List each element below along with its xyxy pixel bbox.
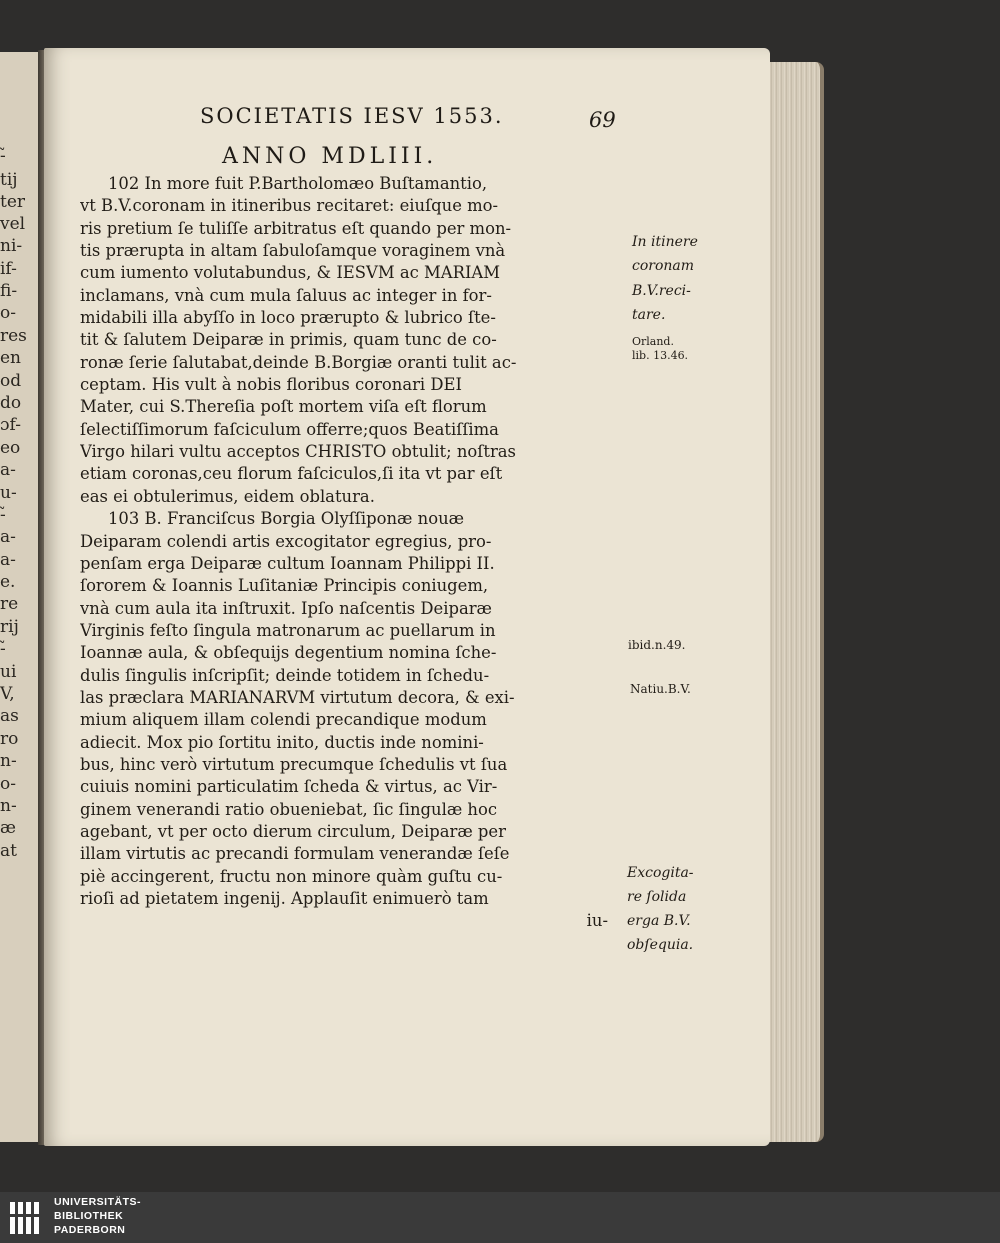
text-line: agebant, vt per octo dierum circulum, Deiparæ per — [80, 821, 506, 841]
margin-note: In itinere — [632, 234, 698, 250]
margin-note: obſequia. — [627, 937, 694, 953]
left-page-fragment: vel — [0, 214, 26, 234]
text-line: bus, hinc verò virtutum precumque ſchedulis vt ſua — [80, 754, 508, 774]
left-page-fragment: ter — [0, 192, 26, 212]
text-line: eas ei obtulerimus, eidem oblatura. — [80, 486, 375, 506]
left-page-fragment: a- — [0, 460, 16, 480]
left-page-fragment: a- — [0, 527, 16, 547]
page-number: 69 — [589, 108, 616, 132]
left-page-fragment: fi- — [0, 281, 18, 301]
left-page-fragment: if- — [0, 259, 17, 279]
margin-note: re ſolida — [627, 889, 687, 905]
left-page-fragment: e. — [0, 572, 16, 592]
library-logo-icon — [8, 1200, 46, 1236]
left-page-fragment: o- — [0, 303, 16, 323]
left-page-fragment: res — [0, 326, 27, 346]
text-line: ginem venerandi ratio obueniebat, ſic ſingulæ hoc — [80, 799, 498, 819]
text-line: mium aliquem illam colendi precandique modum — [80, 710, 487, 730]
text-line: piè accingerent, fructu non minore quàm guſtu cu- — [80, 866, 503, 886]
text-line: etiam coronas,ceu florum faſciculos,ſi ita vt par eſt — [80, 464, 503, 484]
left-page-fragment: n- — [0, 751, 17, 771]
left-page-fragment: eo — [0, 438, 21, 458]
text-line: ſororem & Ioannis Luſitaniæ Principis coniugem, — [80, 576, 489, 596]
text-line: inclamans, vnà cum mula ſaluus ac integer in for- — [80, 285, 492, 305]
left-page-fragment: rij — [0, 617, 19, 637]
left-page-fragment: en — [0, 348, 22, 368]
margin-note: Natiu.B.V. — [630, 682, 691, 696]
left-page-edge — [0, 52, 41, 1142]
left-page-fragment: æ — [0, 818, 16, 838]
text-line: tit & ſalutem Deiparæ in primis, quam tunc de co- — [80, 330, 497, 350]
text-line: Virginis feſto ſingula matronarum ac puellarum in — [80, 620, 496, 640]
left-page-fragment: at — [0, 841, 17, 861]
logo-text-line-1: UNIVERSITÄTS- — [54, 1196, 142, 1208]
margin-note: coronam — [632, 258, 695, 274]
margin-note: lib. 13.46. — [632, 349, 689, 362]
text-line: Virgo hilari vultu acceptos CHRISTO obtulit; noſtras — [80, 442, 516, 462]
margin-note: ibid.n.49. — [628, 638, 686, 652]
text-line: las præclara MARIANARVM virtutum decora, & exi- — [80, 687, 515, 707]
text-line: vnà cum aula ita inſtruxit. Ipſo naſcentis Deiparæ — [80, 598, 492, 618]
text-line: midabili illa abyſſo in loco prærupto & lubrico ſte- — [80, 308, 496, 328]
left-page-fragment: n- — [0, 796, 17, 816]
text-line: cuiuis nomini particulatim ſcheda & virtus, ac Vir- — [80, 777, 498, 797]
left-page-fragment: do — [0, 393, 22, 413]
text-line: Mater, cui S.Thereſia poſt mortem viſa eſt florum — [80, 397, 487, 417]
left-page-fragment: tij — [0, 170, 18, 190]
text-line: 102 In more fuit P.Bartholomæo Buſtamantio, — [108, 174, 488, 193]
text-line: adiecit. Mox pio ſortitu inito, ductis inde nomini- — [80, 732, 484, 752]
left-page-fragment: o- — [0, 774, 16, 794]
text-line: Ioannæ aula, & obſequijs degentium nomina ſche- — [80, 643, 497, 663]
margin-note: Orland. — [632, 335, 674, 348]
text-line: ronæ ſerie ſalutabat,deinde B.Borgiæ oranti tulit ac- — [80, 352, 517, 372]
text-line: tis prærupta in altam ſabuloſamque voraginem vnà — [80, 241, 506, 261]
text-line: ceptam. His vult à nobis floribus coronari DEI — [80, 375, 462, 395]
left-page-fragment: a- — [0, 550, 16, 570]
margin-note: tare. — [632, 307, 666, 323]
left-page-fragment: re — [0, 594, 19, 614]
body-text — [80, 173, 628, 933]
text-line: ris pretium ſe tuliſſe arbitratus eſt quando per mon- — [80, 218, 512, 238]
text-line: cum iumento volutabundus, & IESVM ac MARIAM — [80, 263, 501, 283]
logo-text-line-2: BIBLIOTHEK — [54, 1210, 124, 1222]
left-page-fragment: ɔf- — [0, 415, 21, 435]
running-head: SOCIETATIS IESV 1553. — [200, 104, 504, 128]
left-page-fragment: as — [0, 706, 19, 726]
text-line: Deiparam colendi artis excogitator egregius, pro- — [80, 531, 492, 551]
logo-text-line-3: PADERBORN — [54, 1224, 126, 1236]
text-line: vt B.V.coronam in itineribus recitaret: eiuſque mo- — [80, 196, 499, 216]
text-line: penſam erga Deiparæ cultum Ioannam Philippi II. — [80, 553, 495, 573]
margin-note: erga B.V. — [627, 913, 691, 929]
text-line: 103 B. Franciſcus Borgia Olyſſiponæ nouæ — [108, 509, 465, 529]
left-page-fragment: -̃ — [0, 146, 6, 166]
left-page-fragment: -̃ — [0, 639, 6, 659]
text-line: illam virtutis ac precandi formulam venerandæ ſeſe — [80, 844, 510, 864]
left-page-fragment: ni- — [0, 236, 23, 256]
text-line: ſelectiſſimorum faſciculum offerre;quos Beatiſſima — [80, 419, 499, 439]
text-line: iu- — [586, 911, 608, 931]
margin-note: Excogita- — [627, 865, 694, 881]
left-page-fragment: V, — [0, 684, 15, 704]
left-page-fragment: od — [0, 371, 22, 391]
footer-bar — [0, 1192, 1000, 1243]
left-page-fragment: ro — [0, 729, 19, 749]
text-line: rioſi ad pietatem ingenij. Applauſit enimuerò tam — [80, 889, 489, 908]
page-edges — [768, 62, 824, 1142]
left-page-fragment: u- — [0, 483, 17, 503]
year-heading: ANNO MDLIII. — [222, 144, 438, 169]
left-page-fragment: -̃ — [0, 505, 6, 525]
margin-note: B.V.reci- — [632, 283, 691, 299]
left-page-fragment: ui — [0, 662, 17, 682]
text-line: dulis ſingulis inſcripſit; deinde totidem in ſchedu- — [80, 665, 490, 685]
